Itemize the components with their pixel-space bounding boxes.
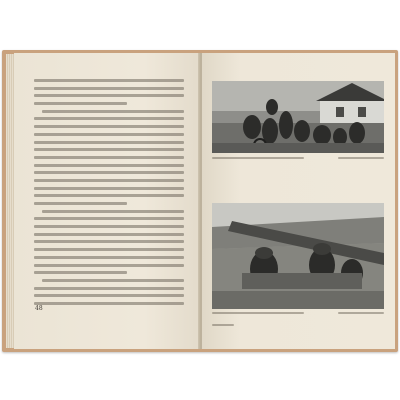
plate-mark-placeholder bbox=[212, 324, 234, 326]
text-line-placeholder bbox=[34, 148, 184, 151]
text-line-placeholder bbox=[34, 233, 184, 236]
open-book bbox=[2, 50, 398, 352]
text-line-placeholder bbox=[34, 179, 184, 182]
photo-gun-crew bbox=[212, 203, 384, 309]
text-line-placeholder bbox=[34, 164, 184, 167]
text-line-placeholder bbox=[34, 240, 184, 243]
left-page bbox=[14, 53, 200, 349]
caption-top-credit-placeholder bbox=[338, 157, 384, 159]
caption-top bbox=[212, 157, 384, 159]
body-text-block bbox=[34, 79, 184, 310]
text-line-placeholder bbox=[34, 117, 184, 120]
text-line-placeholder bbox=[34, 294, 184, 297]
text-line-placeholder bbox=[34, 248, 184, 251]
page-edges bbox=[6, 54, 14, 348]
text-line-placeholder bbox=[34, 271, 127, 274]
text-line-placeholder bbox=[34, 302, 184, 305]
text-line-placeholder bbox=[34, 171, 184, 174]
caption-bottom-text-placeholder bbox=[212, 312, 304, 314]
text-line-placeholder bbox=[34, 217, 184, 220]
text-line-placeholder bbox=[34, 156, 184, 159]
text-line-placeholder bbox=[42, 110, 184, 113]
text-line-placeholder bbox=[34, 102, 127, 105]
text-line-placeholder bbox=[34, 79, 184, 82]
text-line-placeholder bbox=[34, 264, 184, 267]
caption-bottom bbox=[212, 312, 384, 314]
text-line-placeholder bbox=[34, 141, 184, 144]
caption-top-text-placeholder bbox=[212, 157, 304, 159]
text-line-placeholder bbox=[42, 210, 184, 213]
text-line-placeholder bbox=[34, 287, 184, 290]
caption-bottom-credit-placeholder bbox=[338, 312, 384, 314]
text-line-placeholder bbox=[34, 87, 184, 90]
text-line-placeholder bbox=[34, 202, 127, 205]
text-line-placeholder bbox=[34, 194, 184, 197]
photo-village-soldiers bbox=[212, 81, 384, 153]
text-line-placeholder bbox=[34, 133, 184, 136]
text-line-placeholder bbox=[34, 256, 184, 259]
text-line-placeholder bbox=[42, 279, 184, 282]
text-line-placeholder bbox=[34, 94, 184, 97]
page-number: 48 bbox=[35, 305, 43, 312]
text-line-placeholder bbox=[34, 187, 184, 190]
text-line-placeholder bbox=[34, 225, 184, 228]
right-page bbox=[202, 53, 395, 349]
text-line-placeholder bbox=[34, 125, 184, 128]
